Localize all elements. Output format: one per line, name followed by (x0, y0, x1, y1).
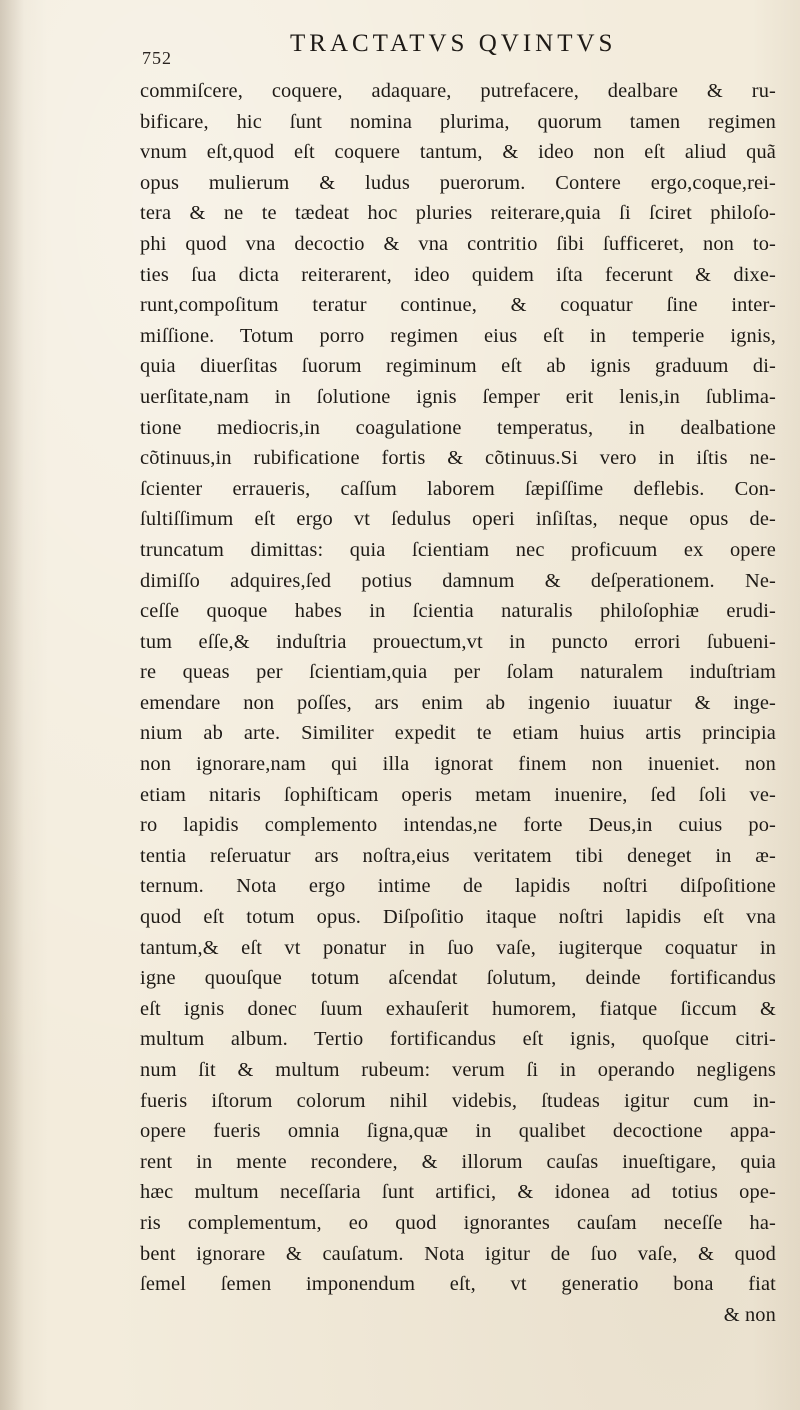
text-line: cõtinuus,in rubificatione fortis & cõtinuus.Si vero in iſtis ne- (140, 447, 776, 470)
text-line: ſultiſſimum eſt ergo vt ſedulus operi inſiſtas, neque opus de- (140, 508, 776, 531)
catchword: & non (723, 1303, 776, 1326)
text-line: miſſione. Totum porro regimen eius eſt in temperie ignis, (140, 324, 776, 347)
text-line: ſemel ſemen imponendum eſt, vt generatio bona fiat (140, 1273, 776, 1296)
text-line: phi quod vna decoctio & vna contritio ſibi ſufficeret, non to- (140, 232, 776, 255)
text-line: uerſitate,nam in ſolutione ignis ſemper erit lenis,in ſublima- (140, 385, 776, 408)
text-line: opus mulierum & ludus puerorum. Contere ergo,coque,rei- (140, 171, 776, 194)
text-line: ternum. Nota ergo intime de lapidis noſtri diſpoſitione (140, 875, 776, 898)
text-line: quia diuerſitas ſuorum regiminum eſt ab ignis graduum di- (140, 355, 776, 378)
text-line: vnum eſt,quod eſt coquere tantum, & ideo non eſt aliud quã (140, 141, 776, 164)
text-line: re queas per ſcientiam,quia per ſolam naturalem induſtriam (140, 661, 776, 684)
text-line: ſcienter erraueris, caſſum laborem ſæpiſſime deflebis. Con- (140, 477, 776, 500)
text-line: tione mediocris,in coagulatione temperatus, in dealbatione (140, 416, 776, 439)
text-line: ris complementum, eo quod ignorantes cauſam neceſſe ha- (140, 1211, 776, 1234)
text-line: tantum,& eſt vt ponatur in ſuo vaſe, iugiterque coquatur in (140, 936, 776, 959)
text-line: dimiſſo adquires,ſed potius damnum & deſperationem. Ne- (140, 569, 776, 592)
text-line: ties ſua dicta reiterarent, ideo quidem iſta fecerunt & dixe- (140, 263, 776, 286)
text-line: multum album. Tertio fortificandus eſt ignis, quoſque citri- (140, 1028, 776, 1051)
page-edge-shadow (0, 0, 24, 1410)
text-line: emendare non poſſes, ars enim ab ingenio iuuatur & inge- (140, 691, 776, 714)
text-line: etiam nitaris ſophiſticam operis metam inuenire, ſed ſoli ve- (140, 783, 776, 806)
page-number: 752 (142, 48, 172, 68)
text-line: quod eſt totum opus. Diſpoſitio itaque noſtri lapidis eſt vna (140, 906, 776, 929)
text-line: bent ignorare & cauſatum. Nota igitur de ſuo vaſe, & quod (140, 1242, 776, 1265)
text-line: ceſſe quoque habes in ſcientia naturalis philoſophiæ erudi- (140, 600, 776, 623)
body-text (140, 76, 776, 1330)
text-line: eſt ignis donec ſuum exhauſerit humorem, fiatque ſiccum & (140, 997, 776, 1020)
text-line: fueris iſtorum colorum nihil videbis, ſtudeas igitur cum in- (140, 1089, 776, 1112)
text-line: runt,compoſitum teratur continue, & coquatur ſine inter- (140, 294, 776, 317)
text-line: ro lapidis complemento intendas,ne forte Deus,in cuius po- (140, 814, 776, 837)
text-line: opere fueris omnia ſigna,quæ in qualibet decoctione appa- (140, 1120, 776, 1143)
text-line: non ignorare,nam qui illa ignorat finem non inueniet. non (140, 753, 776, 776)
text-line: commiſcere, coquere, adaquare, putrefacere, dealbare & ru- (140, 80, 776, 102)
running-head (0, 22, 800, 68)
running-title: TRACTATVS QVINTVS (290, 30, 617, 57)
text-line: igne quouſque totum aſcendat ſolutum, deinde fortificandus (140, 967, 776, 990)
text-line: bificare, hic ſunt nomina plurima, quorum tamen regimen (140, 110, 776, 133)
text-line: rent in mente recondere, & illorum cauſas inueſtigare, quia (140, 1150, 776, 1173)
text-line: tentia reſeruatur ars noſtra,eius veritatem tibi deneget in æ- (140, 844, 776, 867)
text-line: hæc multum neceſſaria ſunt artifici, & idonea ad totius ope- (140, 1181, 776, 1204)
text-line: tera & ne te tædeat hoc pluries reiterare,quia ſi ſciret philoſo- (140, 202, 776, 225)
text-line: tum eſſe,& induſtria prouectum,vt in puncto errori ſubueni- (140, 630, 776, 653)
text-line: nium ab arte. Similiter expedit te etiam huius artis principia (140, 722, 776, 745)
text-line: truncatum dimittas: quia ſcientiam nec proficuum ex opere (140, 538, 776, 561)
text-line: num ſit & multum rubeum: verum ſi in operando negligens (140, 1059, 776, 1081)
